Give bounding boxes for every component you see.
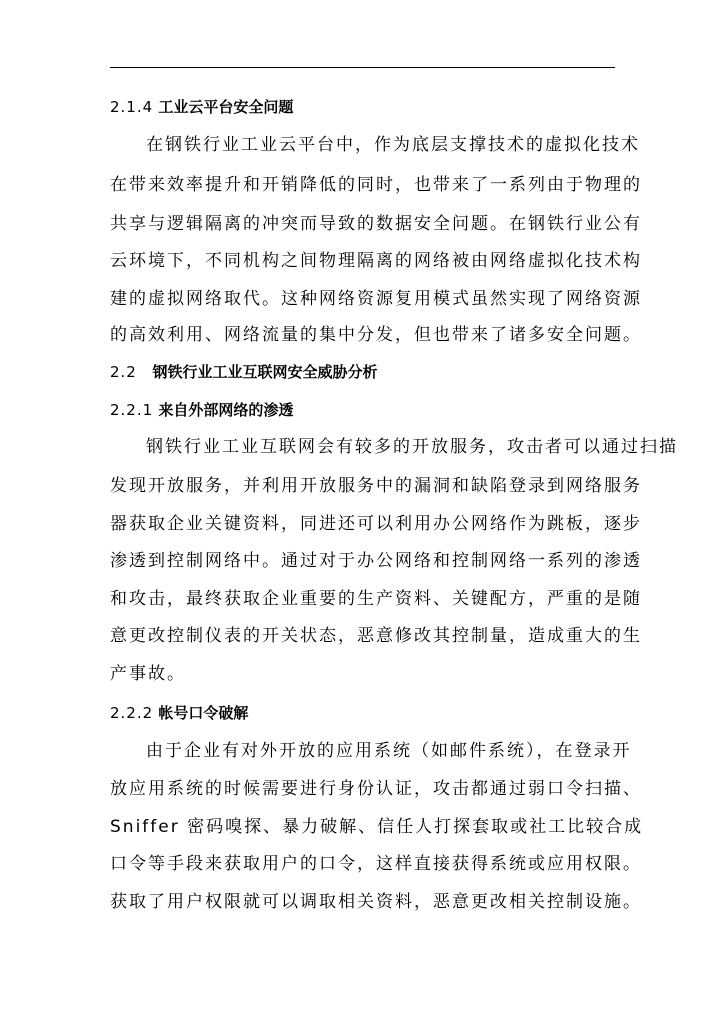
section-heading-2-2 [110,362,378,382]
section-heading-2-2-2 [110,703,248,723]
paragraph-line: 意更改控制仪表的开关状态，恶意修改其控制量，造成重大的生 [110,626,642,646]
section-heading-2-2-1 [110,400,293,420]
paragraph-line: 在钢铁行业工业云平台中，作为底层支撑技术的虚拟化技术 [146,135,640,155]
section-title: 来自外部网络的渗透 [158,401,294,419]
paragraph-line: 器获取企业关键资料，同进还可以利用办公网络作为跳板，逐步 [110,514,642,534]
paragraph-line: 共享与逻辑隔离的冲突而导致的数据安全问题。在钢铁行业公有 [110,214,642,234]
section-title: 帐号口令破解 [158,704,249,722]
paragraph-line: 渗透到控制网络中。通过对于办公网络和控制网络一系列的渗透 [110,551,642,571]
paragraph-line: 由于企业有对外开放的应用系统（如邮件系统），在登录开 [146,741,632,761]
section-number: 2.2.2 [110,704,154,722]
section-heading-2-1-4 [110,97,293,117]
section-number: 2.2.1 [110,401,154,419]
paragraph-line: 产事故。 [110,664,186,684]
paragraph-line: Sniffer 密码嗅探、暴力破解、信任人打探套取或社工比较合成 [110,817,644,837]
paragraph-line: 放应用系统的时候需要进行身份认证，攻击都通过弱口令扫描、 [110,779,642,799]
header-rule [110,67,615,68]
section-title: 工业云平台安全问题 [158,98,294,116]
paragraph-line: 钢铁行业工业互联网会有较多的开放服务，攻击者可以通过扫描 [146,437,678,457]
paragraph-line: 获取了用户权限就可以调取相关资料，恶意更改相关控制设施。 [110,892,642,912]
section-number: 2.1.4 [110,98,154,116]
paragraph-line: 的高效利用、网络流量的集中分发，但也带来了诸多安全问题。 [110,325,642,345]
paragraph-line: 建的虚拟网络取代。这种网络资源复用模式虽然实现了网络资源 [110,289,642,309]
paragraph-line: 发现开放服务，并利用开放服务中的漏洞和缺陷登录到网络服务 [110,476,642,496]
section-number: 2.2 [110,363,137,381]
paragraph-line: 云环境下，不同机构之间物理隔离的网络被由网络虚拟化技术构 [110,251,642,271]
paragraph-line: 和攻击，最终获取企业重要的生产资料、关键配方，严重的是随 [110,589,642,609]
section-title: 钢铁行业工业互联网安全威胁分析 [152,363,378,381]
paragraph-line: 口令等手段来获取用户的口令，这样直接获得系统或应用权限。 [110,854,642,874]
paragraph-line: 在带来效率提升和开销降低的同时，也带来了一系列由于物理的 [110,175,642,195]
